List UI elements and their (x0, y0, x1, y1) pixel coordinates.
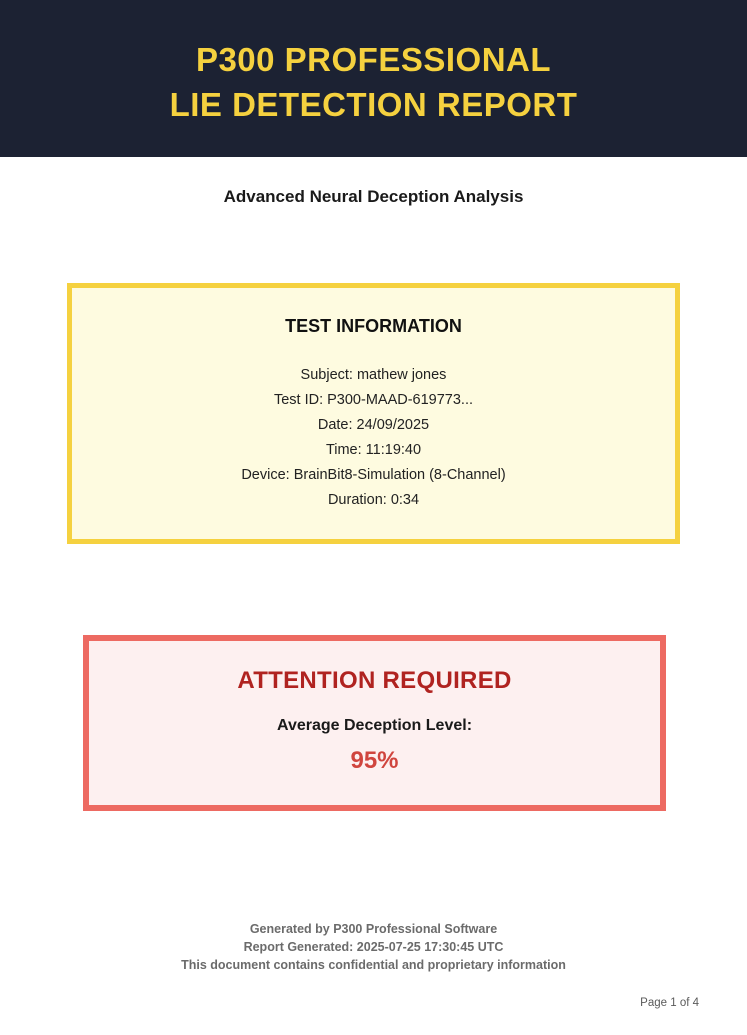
attention-required-title: ATTENTION REQUIRED (237, 667, 512, 694)
test-information-title: TEST INFORMATION (285, 316, 462, 336)
report-header (0, 0, 747, 157)
test-info-device: Device: BrainBit8-Simulation (8-Channel) (241, 467, 506, 483)
report-footer (0, 920, 747, 974)
test-information-box (67, 283, 680, 544)
average-deception-value: 95% (350, 747, 399, 774)
average-deception-label: Average Deception Level: (276, 717, 473, 734)
test-info-duration: Duration: 0:34 (327, 492, 420, 508)
report-subtitle: Advanced Neural Deception Analysis (223, 187, 524, 206)
footer-generated-by: Generated by P300 Professional Software (249, 922, 498, 936)
report-title-line-2: LIE DETECTION REPORT (169, 85, 578, 123)
test-info-date: Date: 24/09/2025 (317, 417, 430, 433)
test-info-test-id: Test ID: P300-MAAD-619773... (273, 392, 474, 408)
test-info-subject: Subject: mathew jones (300, 367, 447, 383)
footer-report-generated: Report Generated: 2025-07-25 17:30:45 UTC (243, 940, 504, 954)
page-number: Page 1 of 4 (640, 997, 699, 1009)
attention-required-box (83, 635, 666, 811)
report-title-line-1: P300 PROFESSIONAL (195, 40, 552, 78)
attention-required-inner (109, 667, 640, 775)
footer-confidentiality-notice: This document contains confidential and proprietary information (181, 958, 566, 972)
test-info-time: Time: 11:19:40 (325, 442, 422, 458)
